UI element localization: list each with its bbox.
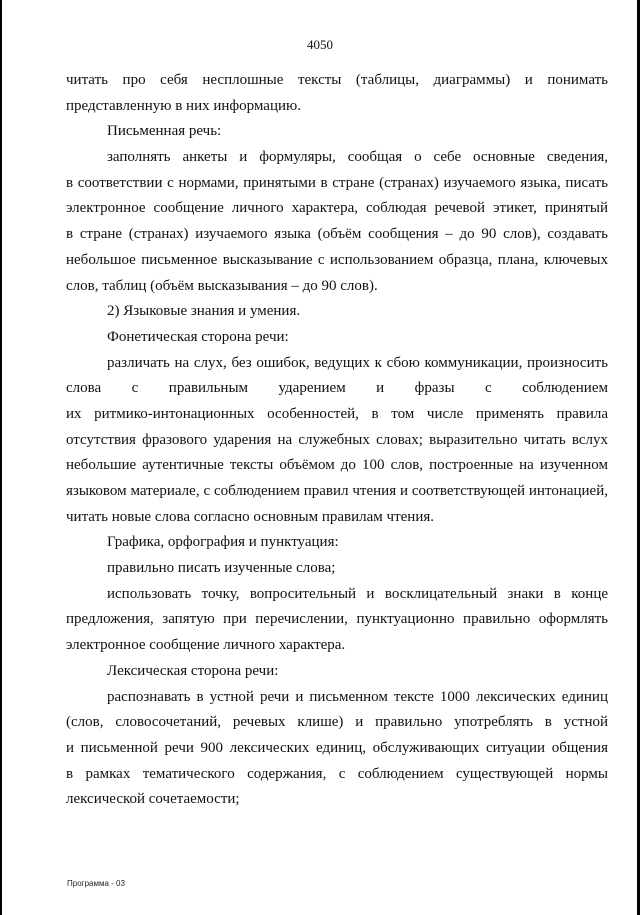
text-line: Лексическая сторона речи: <box>107 662 279 679</box>
text-line: 2) Языковые знания и умения. <box>107 303 301 320</box>
text-line: Графика, орфография и пунктуация: <box>107 534 339 551</box>
text-line: использовать точку, вопросительный и восклицательный знаки в конце <box>107 585 608 602</box>
text-line: различать на слух, без ошибок, ведущих к сбою коммуникации, произносить <box>107 354 608 371</box>
text-line: небольшое письменное высказывание с использованием образца, плана, ключевых <box>66 251 608 268</box>
text-line: отсутствия фразового ударения на служебных словах; выразительно читать вслух <box>66 431 608 448</box>
text-line: предложения, запятую при перечислении, пунктуационно правильно оформлять <box>66 611 608 628</box>
text-line: языковом материале, с соблюдением правил чтения и соответствующей интонацией, <box>66 483 608 499</box>
text-line: и письменной речи 900 лексических единиц, обслуживающих ситуации общения <box>66 739 608 756</box>
text-line: в соответствии с нормами, принятыми в стране (странах) изучаемого языка, писать <box>66 174 608 191</box>
scan-border-left <box>0 0 2 915</box>
text-line: читать про себя несплошные тексты (таблицы, диаграммы) и понимать <box>66 72 608 88</box>
text-line: в стране (странах) изучаемого языка (объём сообщения – до 90 слов), создавать <box>66 226 608 243</box>
text-line: их ритмико-интонационных особенностей, в том числе применять правила <box>66 405 608 422</box>
text-line: заполнять анкеты и формуляры, сообщая о себе основные сведения, <box>107 149 608 166</box>
text-line: небольшие аутентичные тексты объёмом до 100 слов, построенные на изученном <box>66 457 608 474</box>
page-number: 4050 <box>307 37 333 52</box>
text-line: электронное сообщение личного характера. <box>66 637 346 654</box>
footer-label: Программа - 03 <box>67 879 125 888</box>
text-line: в рамках тематического содержания, с соблюдением существующей нормы <box>66 765 608 782</box>
text-line: электронное сообщение личного характера, соблюдая речевой этикет, принятый <box>66 200 608 217</box>
text-line: (слов, словосочетаний, речевых клише) и правильно употреблять в устной <box>66 714 608 731</box>
text-line: представленную в них информацию. <box>66 97 301 114</box>
text-line: Письменная речь: <box>107 123 222 140</box>
text-line: распознавать в устной речи и письменном тексте 1000 лексических единиц <box>107 688 608 705</box>
text-line: Фонетическая сторона речи: <box>107 328 289 345</box>
text-line: слова с правильным ударением и фразы с соблюдением <box>66 380 608 397</box>
text-line: слов, таблиц (объём высказывания – до 90 слов). <box>66 277 378 294</box>
text-line: читать новые слова согласно основным правилам чтения. <box>66 508 435 525</box>
text-line: правильно писать изученные слова; <box>107 560 336 577</box>
text-line: лексической сочетаемости; <box>66 791 240 808</box>
document-body <box>66 68 608 813</box>
